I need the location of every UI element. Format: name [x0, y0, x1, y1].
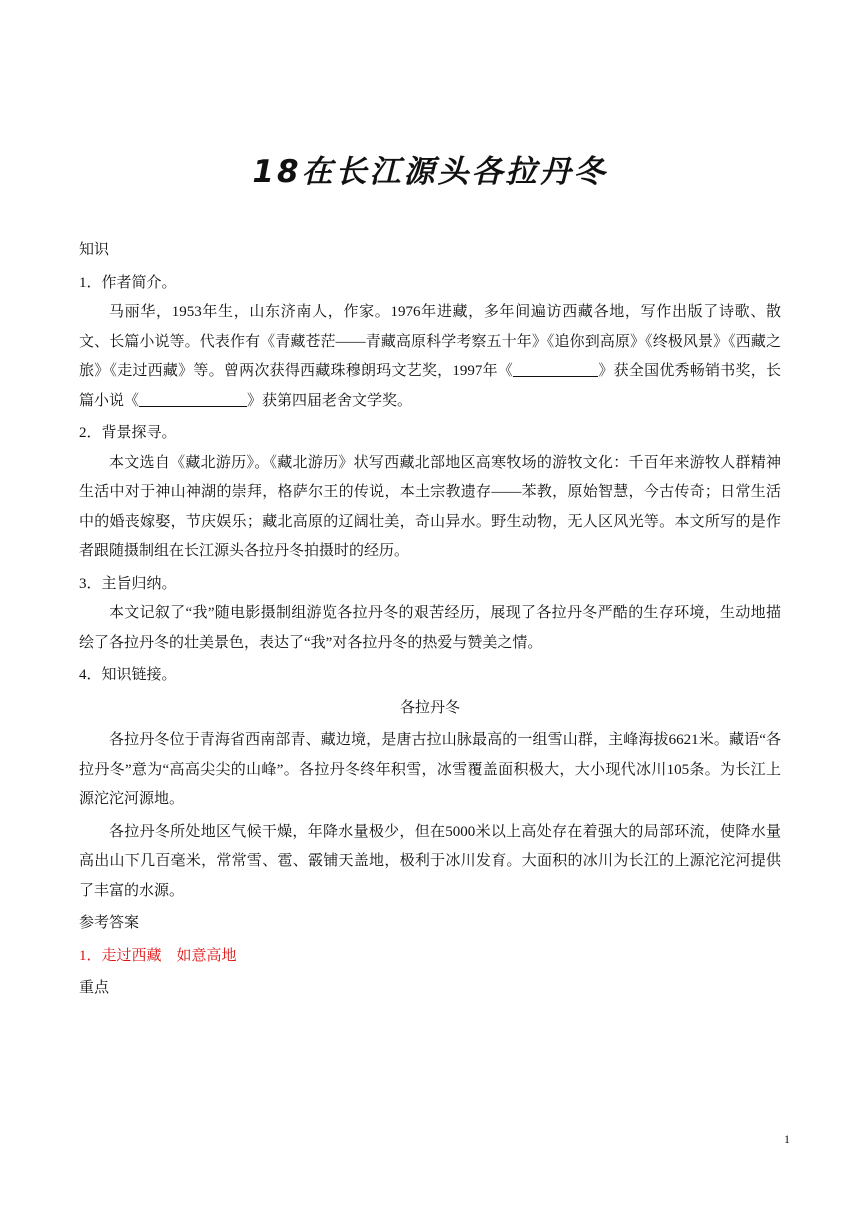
- item1-text-end: 》获第四届老舍文学奖。: [247, 392, 413, 409]
- section-label-knowledge: 知识: [79, 242, 110, 258]
- item2-heading: 2．背景探寻。: [79, 425, 177, 441]
- item3-paragraph: 本文记叙了“我”随电影摄制组游览各拉丹冬的艰苦经历，展现了各拉丹冬严酷的生存环境，生动地描绘了各拉丹冬的壮美景色，表达了“我”对各拉丹冬的热爱与赞美之情。: [79, 605, 781, 651]
- item2-paragraph: 本文选自《藏北游历》。《藏北游历》状写西藏北部地区高寒牧场的游牧文化：千百年来游牧人群精神生活中对于神山神湖的崇拜，格萨尔王的传说，本土宗教遗存——苯教，原始智慧，今古传奇；日常生活中的婚丧嫁娶，节庆娱乐；藏北高原的辽阔壮美，奇山异水。野生动物，无人区风光等。本文所写的是作者跟随摄制组在长江源头各拉丹冬拍摄时的经历。: [79, 454, 781, 559]
- answer-1: 1．走过西藏 如意高地: [79, 947, 237, 964]
- fill-blank-1[interactable]: [513, 360, 598, 377]
- page-title: 18在长江源头各拉丹冬: [252, 154, 608, 190]
- fill-blank-2[interactable]: [139, 390, 247, 407]
- item1-text-start: 马丽华，1953年生，山东济南人，作家。1976年进藏，多年间遍访西藏各地，写作出版了诗歌、散文、长篇小说等。代表作有《青藏苍茫——青藏高原科学考察五十年》《追你到高原》《终极风景》《西藏之旅》《走过西藏》等。曾两次获得西藏珠穆朗玛文艺奖，1997年《: [79, 304, 781, 379]
- page-number: 1: [784, 1132, 790, 1146]
- answer-label: 参考答案: [79, 915, 140, 931]
- item1-text-mid: 》获全国优秀畅销书奖，长篇小说《: [79, 363, 781, 409]
- item1-paragraph: [79, 298, 781, 416]
- item4-heading: 4．知识链接。: [79, 667, 177, 683]
- document-body: [79, 236, 781, 1004]
- item3-heading: 3．主旨归纳。: [79, 575, 177, 592]
- item1-heading: 1．作者简介。: [79, 274, 177, 291]
- section-label-key: 重点: [79, 980, 110, 996]
- link-paragraph-1: 各拉丹冬位于青海省西南部青、藏边境，是唐古拉山脉最高的一组雪山群，主峰海拔6621米。藏语“各拉丹冬”意为“高高尖尖的山峰”。各拉丹冬终年积雪，冰雪覆盖面积极大，大小现代冰川105条。为长江上源沱沱河源地。: [79, 732, 781, 807]
- link-title: 各拉丹冬: [399, 699, 460, 716]
- link-paragraph-2: 各拉丹冬所处地区气候干燥，年降水量极少，但在5000米以上高处存在着强大的局部环流，使降水量高出山下几百毫米，常常雪、雹、霰铺天盖地，极利于冰川发育。大面积的冰川为长江的上源沱沱河提供了丰富的水源。: [79, 823, 781, 899]
